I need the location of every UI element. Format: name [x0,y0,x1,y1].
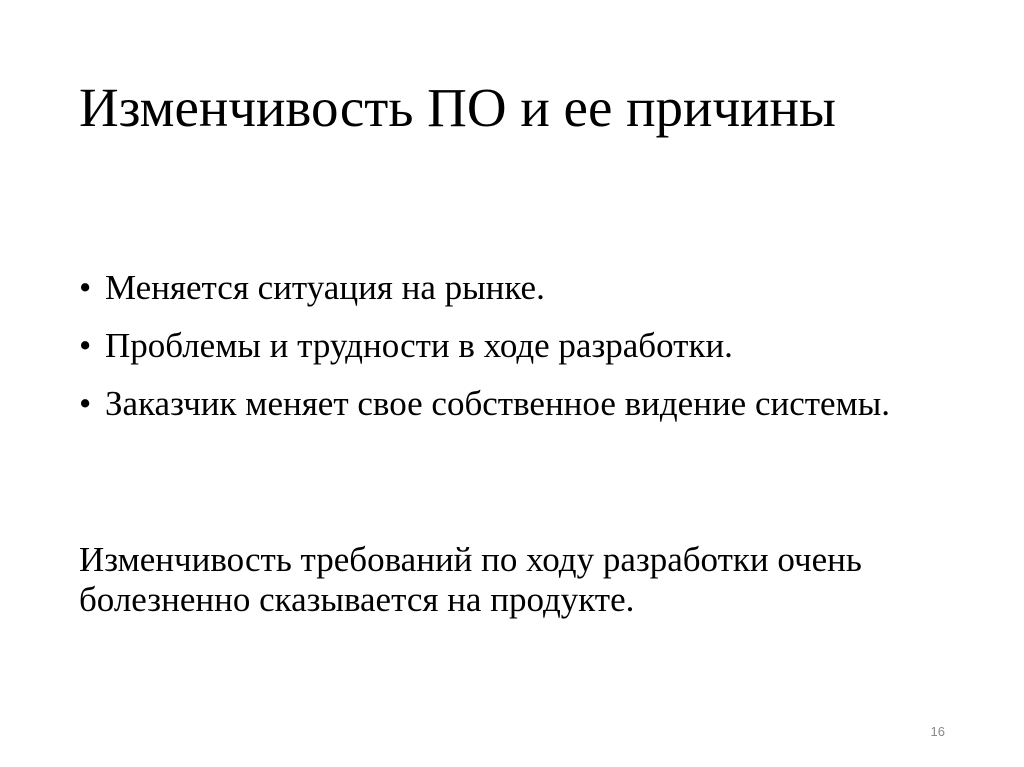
slide-number: 16 [930,724,945,739]
bullet-text: Заказчик меняет свое собственное видение системы. [105,384,891,423]
conclusion-text: Изменчивость требований по ходу разработки очень болезненно сказывается на продукте. [79,540,862,619]
slide-title: Изменчивость ПО и ее причины [79,77,836,138]
bullet-marker: • [79,268,92,307]
bullet-marker: • [79,384,92,423]
bullet-item [79,326,959,366]
bullet-marker: • [79,326,92,365]
bullet-item [79,268,959,308]
bullet-item [79,384,959,424]
bullet-text: Проблемы и трудности в ходе разработки. [105,326,733,365]
bullet-text: Меняется ситуация на рынке. [105,268,545,307]
bullet-list [79,268,959,442]
